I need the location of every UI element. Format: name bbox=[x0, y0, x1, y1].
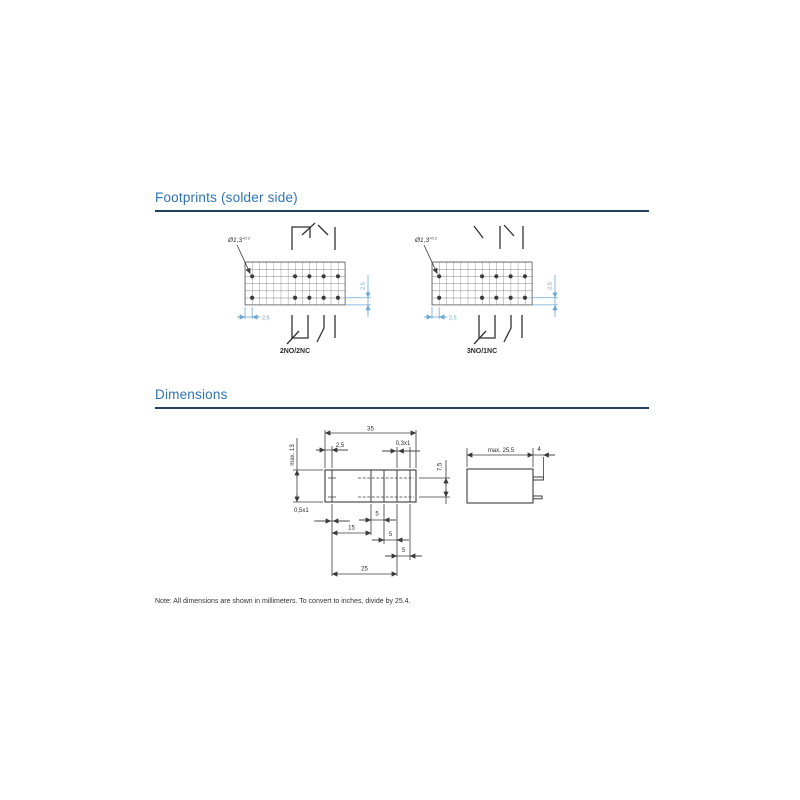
svg-text:0,5x1: 0,5x1 bbox=[294, 508, 309, 514]
svg-text:4: 4 bbox=[537, 447, 541, 453]
units-note: Note: All dimensions are shown in millimeters. To convert to inches, divide by 25.4. bbox=[155, 598, 411, 605]
dim-body-depth bbox=[290, 438, 323, 502]
dim-coil-pin-offset bbox=[316, 443, 348, 468]
svg-text:5: 5 bbox=[388, 532, 393, 538]
pitch-vertical-label: 2,5 bbox=[547, 282, 554, 290]
dim-total-span bbox=[332, 567, 397, 575]
pin-lines bbox=[332, 470, 410, 502]
bent-pin-symbol bbox=[504, 315, 511, 342]
dimension-drawings bbox=[270, 418, 600, 593]
pitch-vertical-label: 2,5 bbox=[360, 282, 367, 290]
dim-contact-pitch-b bbox=[372, 532, 409, 540]
grid-pitch-dimension-right bbox=[345, 275, 371, 317]
svg-text:5: 5 bbox=[401, 548, 406, 554]
grid-pitch-dimension-left bbox=[237, 307, 270, 322]
svg-text:0,3x1: 0,3x1 bbox=[395, 441, 411, 447]
relay-top-view bbox=[290, 427, 450, 577]
svg-text:5: 5 bbox=[375, 511, 379, 518]
dim-pin-length bbox=[533, 447, 555, 477]
relay-body-outline bbox=[467, 469, 533, 503]
svg-text:7,5: 7,5 bbox=[437, 462, 444, 472]
grid-pitch-dimension-right bbox=[532, 275, 558, 317]
dim-coil-to-contact bbox=[332, 526, 371, 534]
relay-pin-bottom bbox=[533, 496, 542, 499]
nc-contact-blade bbox=[302, 223, 315, 235]
pitch-horizontal-label: 2,5 bbox=[449, 315, 457, 322]
dim-side-body-height bbox=[467, 448, 533, 467]
footprint-name-label: 2NO/2NC bbox=[279, 348, 311, 355]
footprint-diagram-3no1nc bbox=[412, 218, 582, 358]
footprints-section-title: Footprints (solder side) bbox=[155, 190, 649, 212]
hole-diameter-label: $Ø1,3^{+0.1}$ bbox=[228, 235, 250, 244]
svg-text:15: 15 bbox=[348, 525, 355, 532]
contact-symbols-top bbox=[474, 225, 523, 249]
no-contact-symbol bbox=[318, 225, 328, 235]
footprint-diagram-2no2nc bbox=[225, 218, 395, 358]
movable-contact-symbol bbox=[292, 315, 308, 338]
grid-pitch-dimension-left bbox=[424, 307, 457, 322]
no-contact-symbol bbox=[474, 226, 483, 238]
svg-text:2,5: 2,5 bbox=[335, 443, 345, 449]
contact-symbols-bottom bbox=[474, 315, 522, 344]
hole-diameter-label: $Ø1,3^{+0.1}$ bbox=[415, 235, 437, 244]
dim-contact-pin-section bbox=[382, 441, 420, 468]
dim-contact-pitch-c bbox=[385, 548, 422, 556]
dim-contact-pitch-a bbox=[359, 512, 396, 521]
dimensions-section-title: Dimensions bbox=[155, 387, 649, 409]
svg-text:max. 13: max. 13 bbox=[290, 444, 296, 466]
relay-pin-top bbox=[533, 477, 543, 480]
contact-symbols-bottom bbox=[287, 315, 335, 344]
no-contact-symbol bbox=[504, 225, 514, 236]
movable-contact-symbol bbox=[479, 315, 495, 338]
footprint-name-label: 3NO/1NC bbox=[466, 348, 498, 355]
dim-row-pitch bbox=[419, 460, 450, 504]
dim-coil-pin-section bbox=[294, 508, 350, 521]
svg-text:25: 25 bbox=[361, 566, 368, 573]
relay-side-view bbox=[467, 447, 555, 503]
contact-symbols-top bbox=[292, 223, 335, 250]
pitch-horizontal-label: 2,5 bbox=[262, 315, 270, 322]
svg-text:max. 25,5: max. 25,5 bbox=[487, 448, 515, 454]
bent-pin-symbol bbox=[317, 315, 324, 342]
svg-text:35: 35 bbox=[367, 426, 374, 433]
